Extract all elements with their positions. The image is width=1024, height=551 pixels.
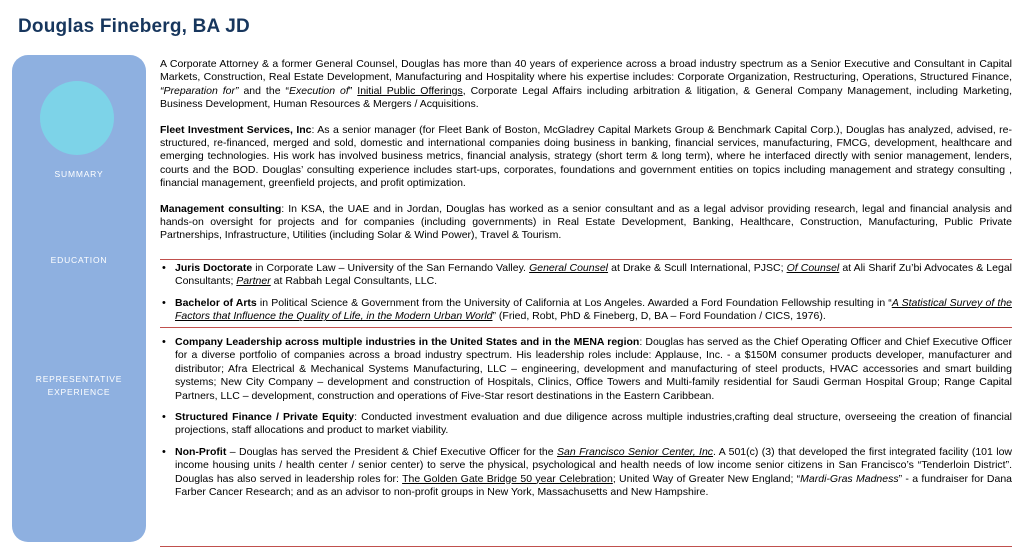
text-run: Mardi-Gras Madness [800, 472, 899, 485]
text-run: : Douglas has served as the Chief Operating Officer and Chief Executive Officer for a diverse portfolio of companies across a broad industry spectrum. His leadership roles include: Applause, Inc. - a $150M consumer products developer, manufacturer and distributor; Afra Electrical & Mechanical Systems Manufacturing, LLC – engineering, development and manufacturing of steel products, HVAC accessories and smart building systems; New City Company – development and construction of Hospitals, Clinics, Office Towers and Multi-family residential for Saudi German Hospital Group; Range Capital Partners, LLC – development, construction and operations of Five-Star resort destinations in the Eastern Caribbean. [175, 336, 1013, 402]
text-run: Management consulting [160, 202, 282, 215]
text-run: Juris Doctorate [175, 262, 253, 274]
summary-paragraph [160, 58, 1012, 112]
text-run: Fleet Investment Services, Inc [160, 123, 312, 136]
text-run: and the “ [238, 84, 289, 97]
divider-education-top [160, 259, 1012, 260]
text-run: A Corporate Attorney & a former General Counsel, Douglas has more than 40 years of experience across a broad industry spectrum as a Senior Executive and Consultant in Capital Markets, Construction, Real Estate Development, Manufacturing and Hospitality where his expertise includes: Corporate Organization, Restructuring, Operations, Structured Finance, [160, 58, 1012, 84]
sidebar-item-summary: SUMMARY [54, 169, 104, 179]
text-run: ” (Fried, Robt, PhD & Fineberg, D, BA – Ford Foundation / CICS, 1976). [492, 310, 826, 323]
text-run: San Francisco Senior Center, Inc [557, 445, 714, 458]
experience-list-item [160, 411, 1012, 438]
text-run: , Corporate Legal Affairs including arbitration & litigation, & General Company Management, including Marketing, Business Development, Human Resources & Mergers / Acquisitions. [160, 84, 1012, 111]
text-run: General Counsel [529, 262, 609, 274]
summary-section [160, 58, 1012, 243]
text-run: Execution of [288, 84, 349, 97]
text-run: in Political Science & Government from the University of California at Los Angeles. Awarded a Ford Foundation Fellowship resulting in “ [256, 296, 892, 309]
summary-paragraph [160, 124, 1012, 191]
divider-bottom [160, 546, 1012, 547]
avatar [40, 81, 114, 155]
text-run: ; United Way of Greater New England; “ [612, 472, 801, 485]
experience-list-item [160, 336, 1012, 403]
sidebar [12, 55, 146, 542]
text-run: Company Leadership across multiple industries in the United States and in the MENA region [175, 336, 640, 348]
text-run: A Statistical Survey of the Factors that Influence the Quality of Life, in the Modern Urban World [175, 296, 1012, 323]
summary-paragraph [160, 203, 1012, 243]
divider-experience-top [160, 327, 1012, 328]
text-run: – Douglas has served the President & Chief Executive Officer for the [226, 445, 557, 458]
sidebar-item-representative-experience: REPRESENTATIVE EXPERIENCE [35, 374, 123, 397]
text-run: . A 501(c) (3) that developed the first integrated facility (101 low income housing units / health center / senior center) to serve the physical, psychological and health needs of low income senior citizens in San Francisco’s “Tenderloin District”. Douglas has also served in leadership roles for: [175, 445, 1013, 485]
education-list-item [160, 262, 1012, 289]
text-run: The Golden Gate Bridge 50 year Celebration [402, 472, 613, 485]
text-run: Bachelor of Arts [175, 296, 257, 309]
text-run: Partner [236, 275, 271, 288]
page-title: Douglas Fineberg, BA JD [18, 16, 250, 37]
text-run: “Preparation for” [160, 84, 239, 97]
text-run: at Rabbah Legal Consultants, LLC. [270, 275, 438, 288]
text-run: at Drake & Scull International, PJSC; [608, 262, 787, 274]
sidebar-item-education: EDUCATION [50, 255, 108, 265]
education-section [160, 262, 1012, 324]
text-run: : As a senior manager (for Fleet Bank of Boston, McGladrey Capital Markets Group & Benchmark Capital Corp.), Douglas has analyzed, advised, re-structured, re-financed, merged and sold, domestic and international companies doing business in banking, financial services, manufacturing, FMCG, development, healthcare and emerging technologies. His work has involved business metrics, financial analysis, strategy (short term & long term), where he interfaced directly with senior management, lenders, courts and the BOD. Douglas’ consulting experience includes start-ups, corporates, foundations and government entities on topics including management and strategy consulting , financial management, greenfield projects, and profit optimization. [160, 123, 1013, 190]
text-run: : In KSA, the UAE and in Jordan, Douglas has worked as a senior consultant and as a legal advisor providing research, legal and financial analysis and hands-on oversight for projects and for companies (including governments) in Real Estate Development, Banking, Healthcare, Construction, Manufacturing, Public Private Partnerships, Infrastructure, Utilities (including Solar & Wind Power), Travel & Tourism. [160, 202, 1012, 242]
text-run: Structured Finance / Private Equity [175, 411, 355, 424]
education-list-item [160, 297, 1012, 324]
text-run: in Corporate Law – University of the San Fernando Valley. [252, 262, 530, 274]
text-run: Initial Public Offerings [357, 84, 463, 97]
text-run: : Conducted investment evaluation and due diligence across multiple industries,crafting deal structure, overseeing the creation of financial projections, staff allocations and product to market viability. [175, 411, 1012, 437]
text-run: Of Counsel [786, 262, 840, 274]
experience-list-item [160, 446, 1012, 500]
text-run: at Ali Sharif Zu’bi Advocates & Legal Consultants; [175, 262, 1012, 288]
experience-section [160, 336, 1012, 499]
text-run: ” - a fundraiser for Dana Farber Cancer Research; and as an advisor to non-profit groups in New York, Massachusetts and New Hampshire. [175, 472, 1013, 499]
text-run: ” [348, 84, 358, 97]
text-run: Non-Profit [175, 445, 227, 458]
